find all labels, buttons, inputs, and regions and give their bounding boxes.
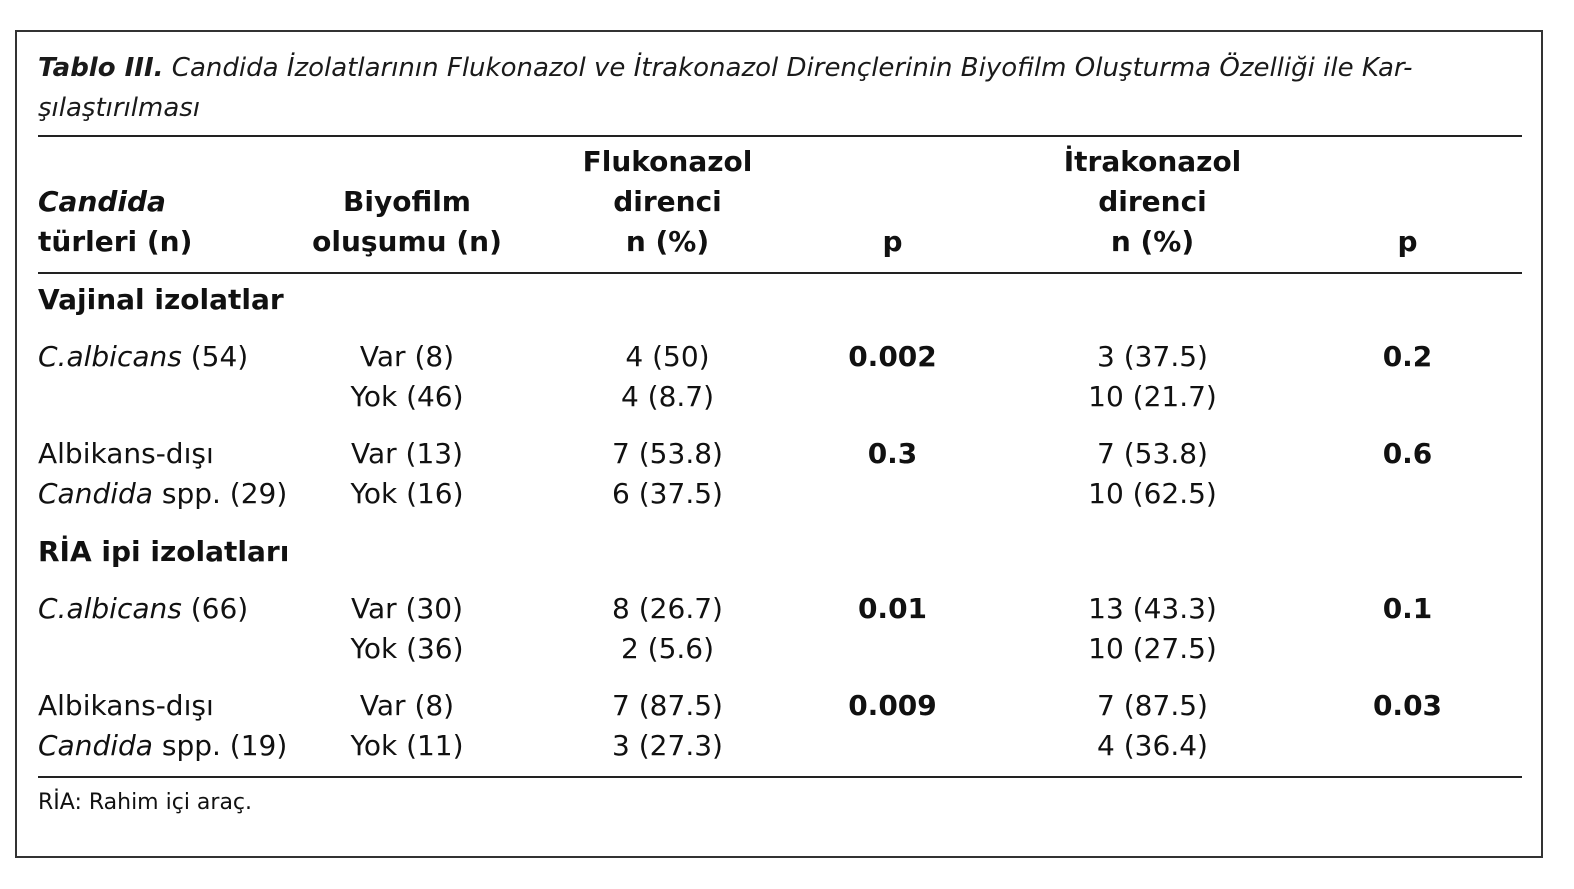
biofilm-cell: Yok (11)	[350, 729, 464, 762]
p-itra-cell: 0.1	[1382, 592, 1433, 625]
p-fluco-cell: 0.002	[848, 340, 937, 373]
species-count: spp. (29)	[152, 477, 288, 510]
table-caption	[38, 48, 1524, 128]
species-label	[38, 589, 248, 629]
species-count: (66)	[181, 592, 249, 625]
rule-header	[38, 272, 1522, 274]
itra-cell: 4 (36.4)	[1097, 729, 1208, 762]
fluco-cell: 3 (27.3)	[612, 729, 723, 762]
caption-text-1: Candida İzolatlarının Flukonazol ve İtrakonazol Dirençlerinin Biyofilm Oluşturma Özelliği ile Kar-	[171, 53, 1413, 83]
species-count: (54)	[181, 340, 249, 373]
itra-cell: 10 (21.7)	[1088, 380, 1217, 413]
species-label	[38, 474, 287, 514]
biofilm-cell: Yok (36)	[350, 632, 464, 665]
fluco-cell: 4 (8.7)	[620, 380, 715, 413]
itra-cell: 10 (27.5)	[1088, 632, 1217, 665]
rule-top	[38, 135, 1522, 137]
fluco-cell: 8 (26.7)	[612, 592, 723, 625]
header-p-fluco: p	[882, 225, 903, 258]
itra-cell: 10 (62.5)	[1088, 477, 1217, 510]
rule-bottom	[38, 776, 1522, 778]
itra-cell: 7 (87.5)	[1097, 689, 1208, 722]
section-heading: RİA ipi izolatları	[38, 535, 290, 568]
biofilm-cell: Var (30)	[350, 592, 464, 625]
itra-cell: 13 (43.3)	[1088, 592, 1217, 625]
table-footnote: RİA: Rahim içi araç.	[38, 790, 253, 815]
p-itra-cell: 0.2	[1382, 340, 1433, 373]
species-italic: C.albicans	[38, 592, 182, 625]
header-species-1: Candida	[38, 185, 166, 218]
species-italic: Candida	[38, 477, 153, 510]
header-itra-3: n (%)	[1110, 225, 1195, 258]
p-fluco-cell: 0.3	[867, 437, 918, 470]
biofilm-cell: Yok (16)	[350, 477, 464, 510]
species-label	[38, 726, 287, 766]
species-italic: Candida	[38, 729, 153, 762]
header-species-2: türleri (n)	[38, 225, 193, 258]
fluco-cell: 7 (53.8)	[612, 437, 723, 470]
caption-line-1	[38, 48, 1524, 88]
biofilm-cell: Var (8)	[359, 340, 455, 373]
species-count: spp. (19)	[152, 729, 288, 762]
header-biofilm-2: oluşumu (n)	[312, 225, 502, 258]
p-itra-cell: 0.03	[1372, 689, 1443, 722]
biofilm-cell: Var (13)	[350, 437, 464, 470]
species-italic: C.albicans	[38, 340, 182, 373]
biofilm-cell: Var (8)	[359, 689, 455, 722]
header-fluco-1: Flukonazol	[582, 145, 753, 178]
species-label-line1: Albikans-dışı	[38, 437, 214, 470]
header-itra-2: direnci	[1098, 185, 1207, 218]
header-fluco-3: n (%)	[625, 225, 710, 258]
caption-line-2: şılaştırılması	[38, 93, 201, 123]
fluco-cell: 6 (37.5)	[612, 477, 723, 510]
p-itra-cell: 0.6	[1382, 437, 1433, 470]
p-fluco-cell: 0.01	[857, 592, 928, 625]
header-biofilm-1: Biyofilm	[343, 185, 471, 218]
itra-cell: 7 (53.8)	[1097, 437, 1208, 470]
header-itra-1: İtrakonazol	[1063, 145, 1242, 178]
caption-label: Tablo III.	[38, 53, 164, 83]
itra-cell: 3 (37.5)	[1097, 340, 1208, 373]
header-fluco-2: direnci	[613, 185, 722, 218]
species-label	[38, 337, 248, 377]
section-heading: Vajinal izolatlar	[38, 283, 284, 316]
p-fluco-cell: 0.009	[848, 689, 937, 722]
header-p-itra: p	[1397, 225, 1418, 258]
biofilm-cell: Yok (46)	[350, 380, 464, 413]
species-label-line1: Albikans-dışı	[38, 689, 214, 722]
fluco-cell: 2 (5.6)	[620, 632, 715, 665]
fluco-cell: 4 (50)	[625, 340, 710, 373]
fluco-cell: 7 (87.5)	[612, 689, 723, 722]
